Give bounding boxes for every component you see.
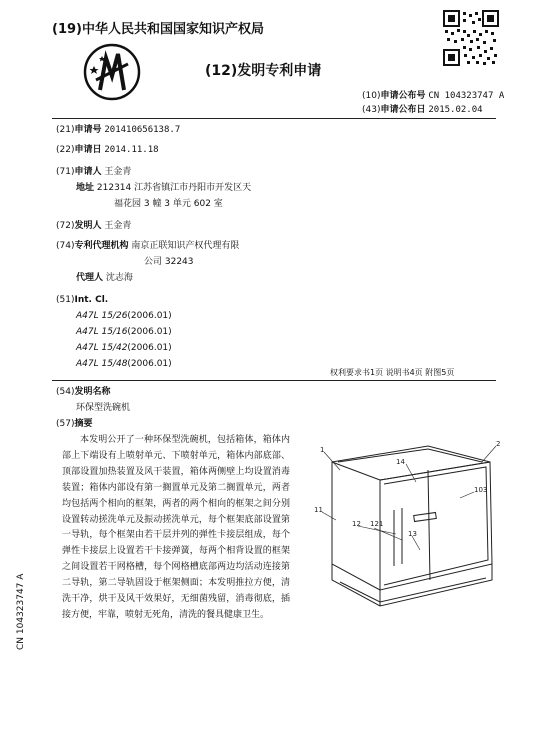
ipc-version: (2006.01) [127, 311, 172, 321]
invention-title: 环保型洗碗机 [76, 403, 131, 413]
ipc-code: A47L 15/16 [76, 327, 128, 337]
agent-value: 沈志海 [105, 273, 133, 283]
ipc-item [76, 342, 172, 354]
side-publication-number: CN 104323747 A [16, 573, 26, 650]
abstract-text: 本发明公开了一种环保型洗碗机，包括箱体，箱体内部上下端设有上喷射单元、下喷射单元，箱体内部底部、顶部设置加热装置及风干装置，箱体两侧壁上均设置消毒装置；箱体内部设有第一搁置单元及第二搁置单元，两者均包括两个相向的框架，两者的两个相向的框架之间分别设置转动搓洗单元及振动搓洗单元，每个框架底部设置第一导轨，每个框架由若干层并列的弹性卡接层组成，每个弹性卡接层上设置若干卡接弹簧，每两个相背设置的框架之间设置若干网格槽，每个网格槽底部两边均活动连接第二导轨，第二导轨固设于框架侧面；本发明推拉方便，清洗干净，烘干及风干效果好，无细菌残留，消毒彻底，插接方便，牢靠，喷射无死角，清洗的餐具健康卫生。 [62, 435, 290, 620]
filing-label: 申请日 [74, 145, 102, 155]
ipc-item [76, 326, 172, 338]
title-code: (54) [56, 387, 75, 397]
inventor-code: (72) [56, 221, 75, 231]
filing-date-line [56, 144, 159, 156]
inventor-label: 发明人 [74, 221, 102, 231]
abstract-label-line [56, 418, 93, 430]
publication-date-line [362, 104, 483, 116]
applicant-value: 王金青 [104, 167, 132, 177]
pub-date-value: 2015.02.04 [428, 105, 483, 115]
int-cl-line [56, 294, 108, 306]
agent-line [76, 272, 133, 284]
ipc-version: (2006.01) [127, 359, 172, 369]
agency-line-1 [56, 240, 239, 252]
document-type [205, 60, 321, 80]
inventor-line [56, 220, 131, 232]
invention-title-label-line [56, 386, 111, 398]
applicant-code: (71) [56, 167, 75, 177]
abstract-divider [52, 380, 496, 381]
agent-label: 代理人 [76, 273, 104, 283]
figure-label: 13 [408, 530, 417, 538]
abstract-code: (57) [56, 419, 75, 429]
figure-label: 2 [496, 440, 501, 448]
applicant-line [56, 166, 131, 178]
inventor-value: 王金青 [104, 221, 132, 231]
ipc-code: A47L 15/48 [76, 359, 128, 369]
agency-code: (74) [56, 241, 75, 251]
ipc-item [76, 358, 172, 370]
figure-label: 121 [370, 520, 384, 528]
figure-label: 12 [352, 520, 361, 528]
office-code: (19) [52, 22, 82, 37]
abstract-label: 摘要 [74, 419, 93, 429]
pub-date-label: 申请公布日 [380, 105, 426, 115]
ipc-version: (2006.01) [127, 343, 172, 353]
pub-no-label: 申请公布号 [380, 91, 426, 101]
header-divider [52, 118, 496, 119]
app-no-value: 201410656138.7 [104, 125, 181, 135]
address-line-2: 福花园 3 幢 3 单元 602 室 [114, 199, 223, 209]
intcl-code: (51) [56, 295, 75, 305]
ipc-item [76, 310, 172, 322]
publication-number-line [362, 90, 504, 102]
pub-no-value: CN 104323747 A [428, 91, 505, 101]
filing-date-value: 2014.11.18 [104, 145, 159, 155]
office-name: 中华人民共和国国家知识产权局 [81, 22, 264, 37]
office-header [52, 18, 264, 37]
figure-label: 103 [474, 486, 488, 494]
title-label: 发明名称 [74, 387, 111, 397]
doc-type-label: 发明专利申请 [237, 63, 322, 79]
agency-label: 专利代理机构 [74, 241, 129, 251]
agency-value-1: 南京正联知识产权代理有限 [131, 241, 240, 251]
app-no-label: 申请号 [74, 125, 102, 135]
page-count-line: 权利要求书1页 说明书4页 附图5页 [330, 368, 455, 377]
figure-label: 11 [314, 506, 323, 514]
figure-label: 1 [320, 446, 325, 454]
qr-code-icon [443, 10, 499, 66]
applicant-label: 申请人 [74, 167, 102, 177]
application-number-line [56, 124, 180, 136]
app-no-code: (21) [56, 125, 75, 135]
ipc-version: (2006.01) [127, 327, 172, 337]
doc-type-code: (12) [205, 63, 238, 79]
address-value-1: 212314 江苏省镇江市丹阳市开发区天 [96, 183, 252, 193]
dishwasher-figure [310, 440, 510, 620]
address-line-1 [76, 182, 251, 194]
address-label: 地址 [76, 183, 95, 193]
pub-date-code: (43) [362, 105, 381, 115]
pub-no-code: (10) [362, 91, 381, 101]
figure-label: 14 [396, 458, 405, 466]
agency-line-2: 公司 32243 [144, 257, 194, 267]
ipc-code: A47L 15/42 [76, 343, 128, 353]
cnipa-emblem-logo [82, 42, 142, 102]
filing-code: (22) [56, 145, 75, 155]
ipc-code: A47L 15/26 [76, 311, 128, 321]
intcl-label: Int. Cl. [74, 295, 109, 305]
